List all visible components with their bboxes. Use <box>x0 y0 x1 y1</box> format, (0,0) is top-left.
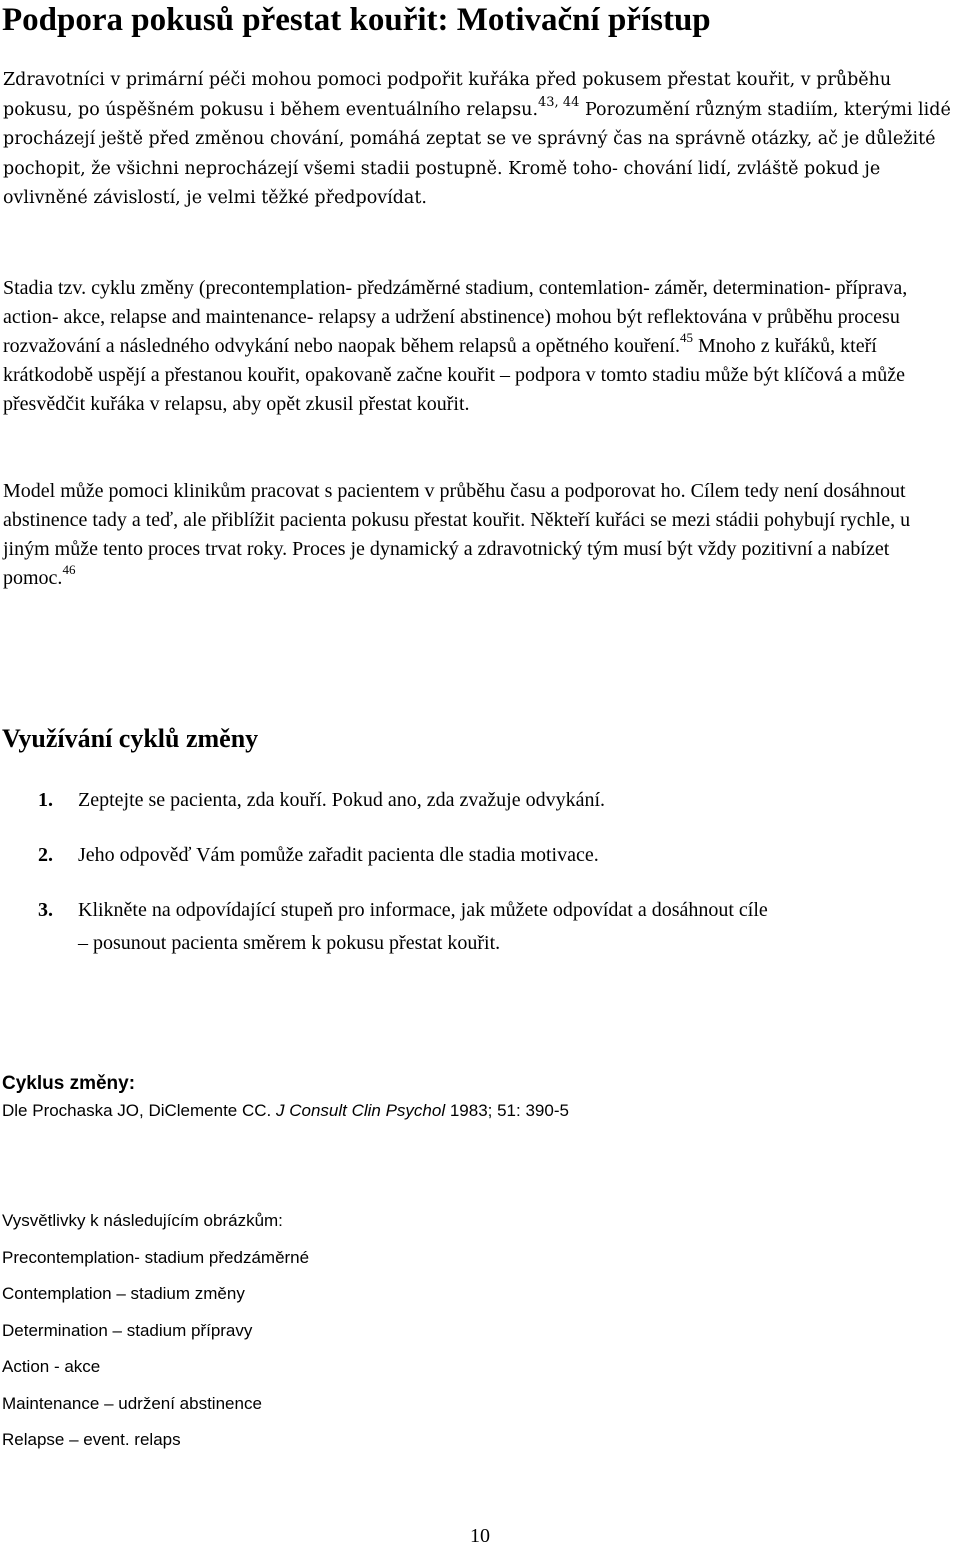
legend-item: Determination – stadium přípravy <box>2 1321 253 1340</box>
list-item-text-line2: – posunout pacienta směrem k pokusu přestat kouřit. <box>78 932 501 954</box>
legend-title: Vysvětlivky k následujícím obrázkům: <box>2 1211 283 1230</box>
list-item-text <box>78 894 958 960</box>
list-item <box>38 894 958 960</box>
legend-item: Precontemplation- stadium předzáměrné <box>2 1248 310 1267</box>
list-item <box>38 839 958 872</box>
cycle-reference <box>2 1099 569 1123</box>
list-item-number: 2. <box>38 844 53 866</box>
list-item-text: Zeptejte se pacienta, zda kouří. Pokud ano, zda zvažuje odvykání. <box>78 789 606 811</box>
paragraph-model <box>3 477 958 593</box>
list-item-number: 3. <box>38 899 53 921</box>
reference-journal: J Consult Clin Psychol <box>275 1101 446 1120</box>
citation-superscript: 43, 44 <box>538 94 580 110</box>
reference-authors: Dle Prochaska JO, DiClemente CC. <box>2 1101 276 1120</box>
list-item-number: 1. <box>38 789 53 811</box>
page-number: 10 <box>470 1525 490 1547</box>
paragraph-intro <box>3 66 958 214</box>
citation-superscript: 46 <box>62 562 76 578</box>
list-item-text: Jeho odpověď Vám pomůže zařadit pacienta dle stadia motivace. <box>78 844 599 866</box>
paragraph-stages <box>3 274 958 419</box>
paragraph-intro-text-b: Porozumění různým stadiím, kterými lidé procházejí ještě před změnou chování, pomáhá zeptat se ve správný čas na správně otázky, ač je důležité pochopit, že všichni neprocházejí všemi stadii postupně. Kromě toho- chování lidí, zvláště pokud je ovlivněné závislostí, je velmi těžké předpovídat. <box>3 99 951 208</box>
legend-item: Contemplation – stadium změny <box>2 1284 245 1303</box>
legend-item: Relapse – event. relaps <box>2 1430 181 1449</box>
list-item <box>38 784 958 817</box>
cycle-title: Cyklus změny: <box>2 1073 136 1094</box>
citation-superscript: 45 <box>679 330 693 346</box>
paragraph-stages-text-a: Stadia tzv. cyklu změny (precontemplation- předzáměrné stadium, contemlation- záměr, determination- příprava, action- akce, relapse and maintenance- relapsy a udržení abstinence) mohou být reflektována v průběhu procesu rozvažování a následného odvykání nebo naopak během relapsů a opětného kouření. <box>3 277 908 357</box>
legend-item: Action - akce <box>2 1357 101 1376</box>
paragraph-stages-text-b: Mnoho z kuřáků, kteří krátkodobě uspějí a přestanou kouřit, opakovaně začne kouřit – podpora v tomto stadiu může být klíčová a může přesvědčit kuřáka v relapsu, aby opět zkusil přestat kouřit. <box>3 335 905 415</box>
legend-item: Maintenance – udržení abstinence <box>2 1394 262 1413</box>
section-heading: Využívání cyklů změny <box>2 724 259 753</box>
list-item-text-line1: Klikněte na odpovídající stupeň pro informace, jak můžete odpovídat a dosáhnout cíle <box>78 899 768 921</box>
paragraph-model-text: Model může pomoci klinikům pracovat s pacientem v průběhu času a podporovat ho. Cílem tedy není dosáhnout abstinence tady a teď, ale přiblížit pacienta pokusu přestat kouřit. Někteří kuřáci se mezi stádii pohybují rychle, u jiným může tento proces trvat roky. Proces je dynamický a zdravotnický tým musí být vždy pozitivní a nabízet pomoc. <box>3 480 911 589</box>
paragraph-intro-text-a: Zdravotníci v primární péči mohou pomoci podpořit kuřáka před pokusem přestat kouřit, v průběhu pokusu, po úspěšném pokusu i během eventuálního relapsu. <box>3 70 892 120</box>
reference-details: 1983; 51: 390-5 <box>445 1101 569 1120</box>
page-title: Podpora pokusů přestat kouřit: Motivační přístup <box>2 2 711 38</box>
